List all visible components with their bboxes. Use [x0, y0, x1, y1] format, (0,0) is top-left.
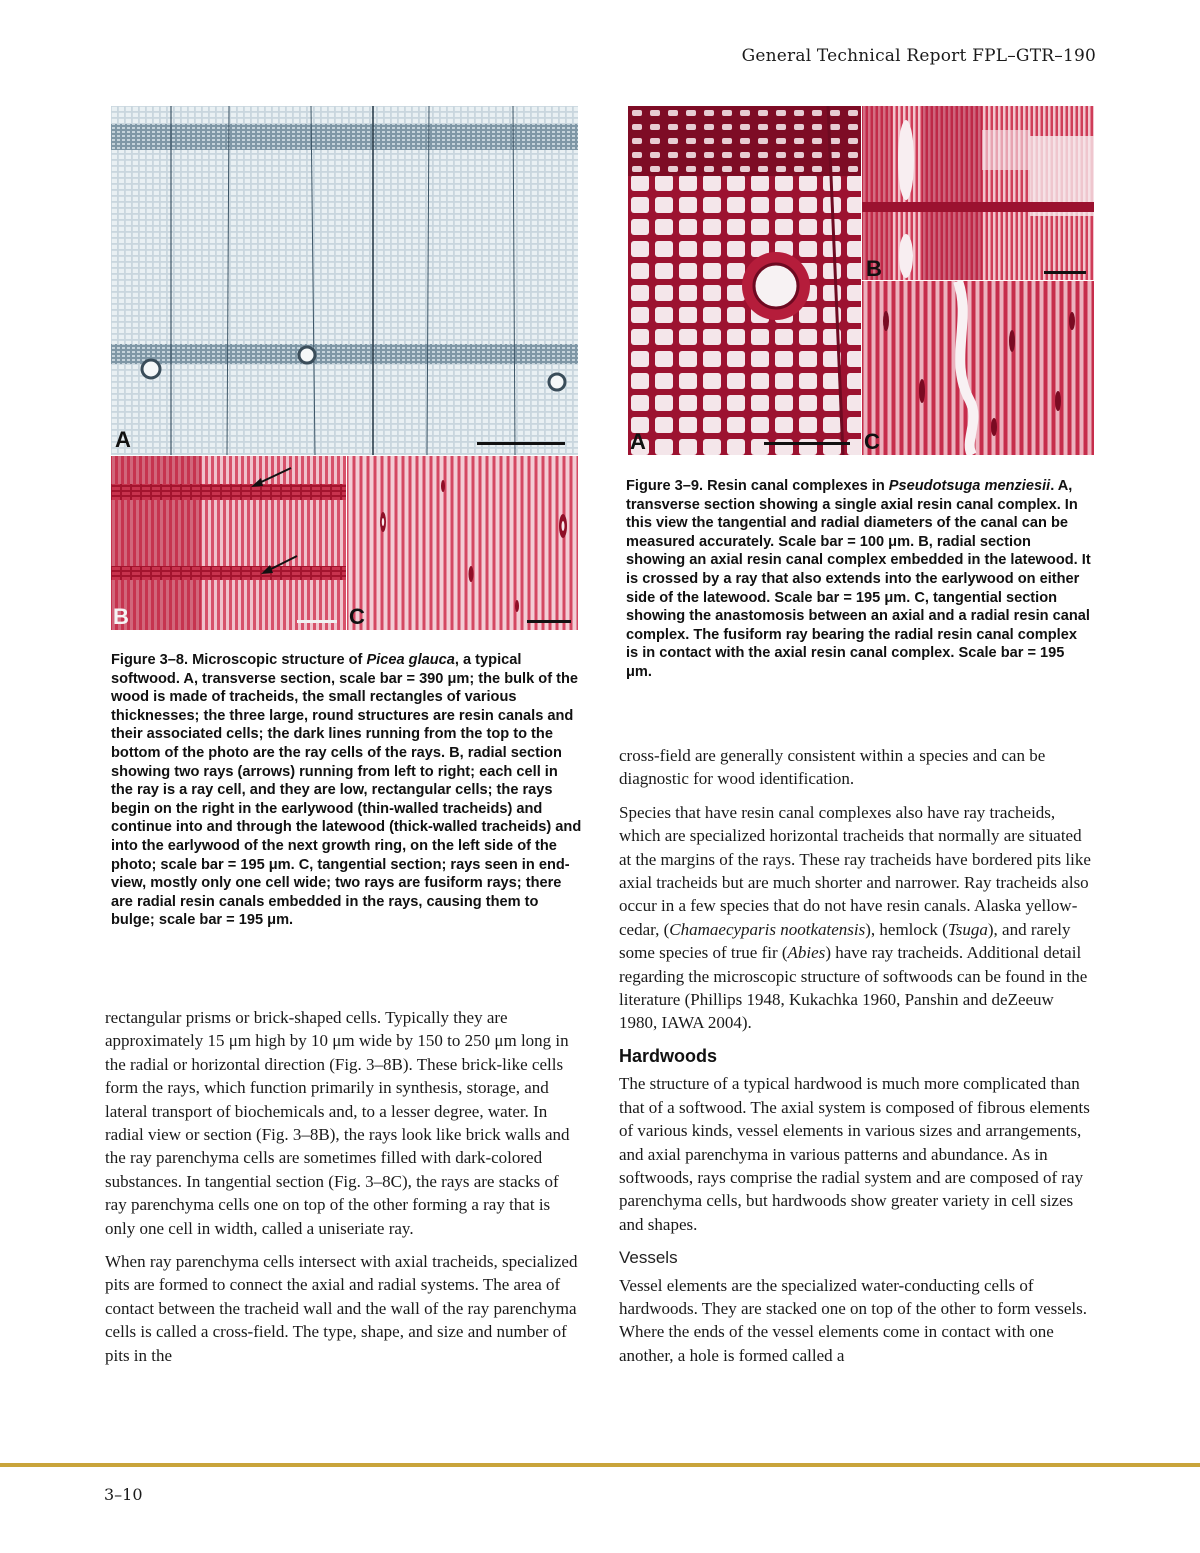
ray-tracheids-text-a: Species that have resin canal complexes also have ray tracheids, which are specialized horizontal tracheids that normally are situated at the margins of the rays. These ray tracheids have bordered pits like axial tracheids but are much shorter and narrower. Ray tracheids also occur in a few species that do not have resin canals. Alaska yellow-cedar, (: [619, 802, 1091, 939]
figure-3-9-caption-lead: Figure 3–9. Resin canal complexes in: [626, 478, 889, 494]
figure-3-8c-scale-bar: [527, 620, 571, 623]
figure-3-8-caption-lead: Figure 3–8. Microscopic structure of: [111, 652, 367, 668]
page-number: 3–10: [104, 1485, 143, 1504]
figure-3-9-panel-c-label: C: [864, 429, 880, 454]
figure-3-9b-radial-image: [862, 106, 1094, 280]
species-chamaecyparis: Chamaecyparis nootkatensis: [669, 919, 866, 939]
figure-3-9b-scale-bar: [1044, 271, 1086, 274]
right-column-text: [619, 744, 1095, 1377]
paragraph-cross-field-cont: cross-field are generally consistent within a species and can be diagnostic for wood identification.: [619, 746, 1046, 789]
figure-3-9-panel-a-label: A: [630, 429, 646, 454]
figure-3-9-caption-body: . A, transverse section showing a single axial resin canal complex. In this view the tangential and radial diameters of the canal can be measured accurately. Scale bar = 100 μm. B, radial section showing an axial resin canal complex embedded in the latewood. It is crossed by a ray that also extends into the earlywood on either side of the latewood. Scale bar = 195 μm. C, tangential section showing the anastomosis between an axial and a radial resin canal complex. The fusiform ray bearing the radial resin canal complex is in contact with the axial resin canal complex. Scale bar = 195 μm.: [626, 478, 1091, 680]
figure-3-8b-radial-image: [111, 456, 346, 630]
paragraph-vessels: Vessel elements are the specialized water-conducting cells of hardwoods. They are stacked one on top of the other to form vessels. Where the ends of the vessel elements come in contact with one another, a hole is formed called a: [619, 1275, 1088, 1365]
figure-3-8-caption-species: Picea glauca: [366, 652, 455, 668]
figure-3-9a-transverse-image: [628, 106, 861, 455]
ray-tracheids-text-b: ), hemlock (: [865, 919, 948, 939]
figure-3-9a-scale-bar: [764, 442, 850, 445]
heading-vessels: Vessels: [619, 1248, 678, 1268]
figure-3-8a-scale-bar: [477, 442, 565, 445]
figure-3-8c-tangential-image: [347, 456, 578, 630]
figure-3-9-panel-b-label: B: [866, 256, 882, 280]
figure-3-8-panel-a-label: A: [115, 427, 131, 452]
left-column-text: [105, 1006, 583, 1377]
genus-tsuga: Tsuga: [947, 919, 988, 939]
figure-3-9-caption-species: Pseudotsuga menziesii: [888, 478, 1051, 494]
ray-tracheids-text-d: ) have ray tracheids. Additional detail regarding the microscopic structure of softwoods can be found in the literature (Phillips 1948, Kukachka 1960, Panshin and deZeeuw 1980, IAWA 2004).: [619, 943, 1088, 1033]
figure-3-9-caption: [626, 477, 1092, 682]
figure-3-8-panel-c-label: C: [349, 604, 365, 629]
paragraph-ray-tracheids: [619, 801, 1095, 1035]
paragraph-ray-cells: rectangular prisms or brick-shaped cells. Typically they are approximately 15 μm high by 10 μm wide by 150 to 250 μm long in the radial or horizontal direction (Fig. 3–8B). These brick-like cells form the rays, which function primarily in synthesis, storage, and lateral transport of biochemicals and, to a lesser degree, water. In radial view or section (Fig. 3–8B), the rays look like brick walls and the ray parenchyma cells are sometimes filled with dark-colored substances. In tangential section (Fig. 3–8C), the rays are stacks of ray parenchyma cells one on top of the other forming a ray that is only one cell in width, called a uniseriate ray.: [105, 1008, 570, 1238]
figure-3-8-panel-b-label: B: [113, 604, 129, 629]
figure-3-8-caption: [111, 651, 583, 930]
figure-3-8-caption-body: , a typical softwood. A, transverse section, scale bar = 390 μm; the bulk of the wood is made of tracheids, the small rectangles of various thicknesses; the three large, round structures are resin canals and their associated cells; the dark lines running from the top to the bottom of the photo are the ray cells of the rays. B, radial section showing two rays (arrows) running from left to right; each cell in the ray is a ray cell, and they are low, rectangular cells; the rays begin on the right in the earlywood (thin-walled tracheids) and continue into and through the latewood (thick-walled tracheids) and into the earlywood of the next growth ring, on the left side of the photo; scale bar = 195 μm. C, tangential section; rays seen in end-view, mostly only one cell wide; two rays are fusiform rays; there are radial resin canals embedded in the rays, causing them to bulge; scale bar = 195 μm.: [111, 652, 582, 929]
paragraph-hardwood-structure: The structure of a typical hardwood is much more complicated than that of a softwood. The axial system is composed of fibrous elements of various kinds, vessel elements in various sizes and arrangements, and axial parenchyma in various patterns and abundance. As in softwoods, rays comprise the radial system and are composed of ray parenchyma cells, but hardwoods show greater variety in cell sizes and shapes.: [619, 1074, 1090, 1234]
paragraph-cross-field: When ray parenchyma cells intersect with axial tracheids, specialized pits are formed to connect the axial and radial systems. The area of contact between the tracheid wall and the wall of the ray parenchyma cells is called a cross-field. The type, shape, and size and number of pits in the: [105, 1252, 578, 1365]
figure-3-8a-transverse-image: [111, 106, 578, 455]
figure-3-9c-tangential-image: [862, 281, 1094, 455]
figure-3-8b-scale-bar: [297, 620, 337, 623]
heading-hardwoods: Hardwoods: [619, 1045, 718, 1066]
ray-tracheids-text-c: ), and rarely some species of true fir (: [619, 919, 1071, 963]
genus-abies: Abies: [787, 943, 826, 963]
footer-rule: [0, 1463, 1200, 1467]
running-header: General Technical Report FPL–GTR–190: [741, 46, 1096, 66]
